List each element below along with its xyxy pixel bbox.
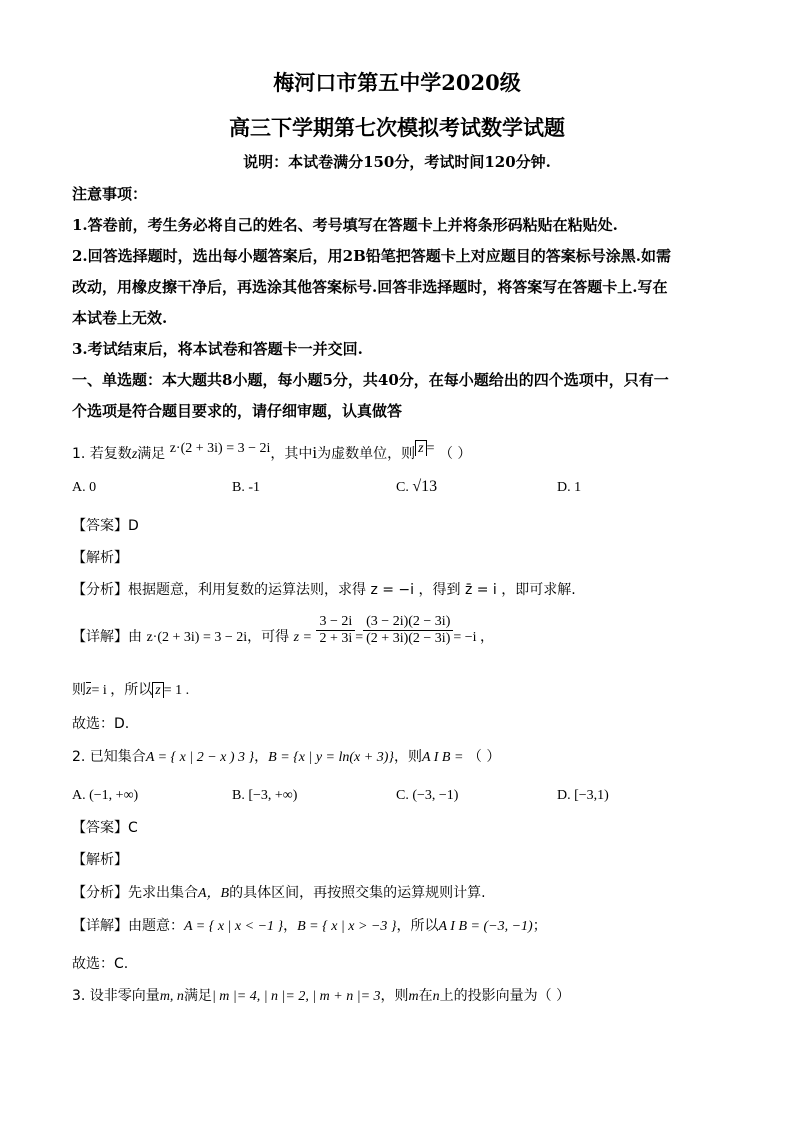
q2-detail-b: B = { x | x > −3 } [297, 919, 397, 934]
q2-option-b-value: [−3, +∞) [248, 788, 298, 803]
q2-set-b: B = {x | y = ln(x + 3)} [268, 750, 394, 765]
q1-equation: z·(2 + 3i) = 3 − 2i [169, 441, 271, 456]
notice-heading: 注意事项： [72, 185, 148, 203]
notice-item-2-line-1: 2.回答选择题时，选出每小题答案后，用2B铅笔把答题卡上对应题目的答案标号涂黑.如需 [72, 247, 672, 265]
question-1-stem [72, 443, 471, 463]
page-subtitle: 高三下学期第七次模拟考试数学试题 [229, 115, 565, 140]
q1-detail-z: z = [293, 629, 312, 645]
q3-n: n [432, 989, 440, 1004]
q2-analysis-pre: 【分析】先求出集合 [72, 885, 198, 901]
q2-analysis-post: 的具体区间，再按照交集的运算规则计算. [229, 885, 486, 901]
q1-detail-equation: z·(2 + 3i) = 3 − 2i [146, 629, 248, 645]
q2-option-c [396, 788, 458, 804]
q1-then-label: 则 [72, 682, 86, 698]
q2-mid: ，则 [393, 749, 422, 765]
q1-then-line [72, 679, 189, 699]
q1-then-result: = 1 . [163, 683, 190, 698]
q2-detail-result: A I B = (−3, −1) [438, 919, 533, 934]
q1-prefix: 1. 若复数 [72, 446, 132, 462]
q2-analysis-vars: A，B [198, 886, 230, 901]
q3-prefix: 3. 设非零向量 [72, 988, 160, 1004]
q3-mid4: 上的投影向量为（ ） [439, 988, 571, 1004]
q3-mid3: 在 [418, 988, 433, 1004]
q1-fraction-2-num: (3 − 2i)(2 − 3i) [363, 614, 453, 631]
q1-detail-result: = −i ， [453, 629, 495, 645]
q2-option-d-label: D. [557, 788, 571, 803]
q2-detail-comma: ， [283, 918, 298, 934]
q2-comma: ， [254, 749, 269, 765]
q2-prefix: 2. 已知集合 [72, 749, 146, 765]
q2-option-c-value: (−3, −1) [412, 788, 459, 803]
q2-paren: （ ） [467, 749, 501, 765]
q1-fraction-2-den: (2 + 3i)(2 − 3i) [366, 631, 451, 646]
q2-option-c-label: C. [396, 788, 409, 803]
q2-analysis [72, 882, 486, 902]
page-title: 梅河口市第五中学2020级 [273, 70, 521, 95]
q1-then-abs: z [152, 682, 163, 698]
notice-item-2-line-3: 本试卷上无效. [72, 309, 168, 327]
q2-option-d-value: [−3,1) [574, 788, 609, 803]
q2-detail-mid: ，所以 [396, 918, 439, 934]
q1-var-z: z [131, 447, 138, 462]
q2-detail-end: ； [532, 918, 547, 934]
q2-option-a-label: A. [72, 788, 86, 803]
q1-option-a: A. 0 [72, 480, 97, 495]
q2-option-b [232, 788, 297, 804]
q2-analysis-tag: 【解析】 [72, 852, 128, 868]
q2-detail-pre: 【详解】由题意： [72, 918, 184, 934]
q3-m: m [408, 989, 419, 1004]
q1-paren: （ ） [438, 446, 472, 462]
q2-answer: 【答案】C [72, 820, 138, 836]
exam-note: 说明：本试卷满分150分，考试时间120分钟. [243, 153, 551, 171]
q1-then-eq: = i ，所以 [91, 683, 153, 698]
question-3-stem [72, 985, 570, 1005]
q3-mid2: ，则 [380, 988, 409, 1004]
q1-detail-tag: 【详解】由 [72, 628, 142, 645]
notice-item-1: 1.答卷前，考生务必将自己的姓名、考号填写在答题卡上并将条形码粘贴在粘贴处. [72, 216, 618, 234]
q1-mid1: 满足 [137, 446, 166, 462]
notice-item-2-line-2: 改动，用橡皮擦干净后，再选涂其他答案标号.回答非选择题时，将答案写在答题卡上.写在 [72, 278, 668, 296]
q1-answer: 【答案】D [72, 518, 139, 534]
q2-op: A I B = [421, 750, 464, 765]
q2-option-a-value: (−1, +∞) [89, 788, 139, 803]
q1-choice: 故选：D. [72, 716, 130, 732]
section-heading-line-2: 个选项是符合题目要求的，请仔细审题，认真做答 [72, 402, 403, 420]
q2-set-a: A = { x | 2 − x ) 3 } [145, 750, 255, 765]
q1-option-d: D. 1 [557, 480, 582, 495]
q1-i: i [312, 443, 318, 462]
q2-detail [72, 915, 547, 935]
q2-option-b-label: B. [232, 788, 245, 803]
q1-mid2: ，其中 [270, 446, 313, 462]
q1-option-c [396, 478, 437, 496]
q1-mid3: 为虚数单位，则 [317, 446, 416, 462]
q2-choice: 故选：C. [72, 956, 129, 972]
q1-fraction-1-den: 2 + 3i [319, 631, 353, 646]
q1-detail-mid: ，可得 [247, 628, 290, 645]
notice-item-3: 3.考试结束后，将本试卷和答题卡一并交回. [72, 340, 363, 358]
section-heading-line-1: 一、单选题：本大题共8小题，每小题5分，共40分，在每小题给出的四个选项中，只有一 [72, 371, 669, 389]
q1-analysis-tag: 【解析】 [72, 550, 128, 566]
q2-option-a [72, 788, 138, 804]
q2-detail-a: A = { x | x < −1 } [184, 919, 284, 934]
q3-vectors: m, n [159, 989, 184, 1004]
q1-analysis: 【分析】根据题意，利用复数的运算法则，求得 z = −i ，得到 z̄ = i ，即可求解. [72, 582, 576, 598]
question-2-stem [72, 746, 500, 766]
q1-option-c-value: √13 [412, 478, 438, 495]
q1-fraction-1-num: 3 − 2i [316, 614, 355, 631]
q2-option-d [557, 788, 609, 804]
q1-zbar: z [86, 683, 92, 698]
q1-abs-z: z [415, 440, 426, 456]
q1-fraction-2 [363, 614, 453, 647]
q1-option-c-label: C. [396, 480, 409, 495]
q1-detail: 【详解】由 z·(2 + 3i) = 3 − 2i，可得 z = $\frac{3 - 2i}{2 + 3i}$ = $\frac{(3 - 2i)(2 - 3i)}{(2 + 3i)(2 - 3i)}$ = −i ， [72, 614, 495, 646]
q1-option-b: B. -1 [232, 480, 260, 495]
q3-mid1: 满足 [183, 988, 212, 1004]
q3-condition: | m |= 4, | n |= 2, | m + n |= 3 [211, 989, 381, 1004]
q1-eq: = [426, 441, 435, 456]
q1-fraction-1 [316, 614, 355, 647]
